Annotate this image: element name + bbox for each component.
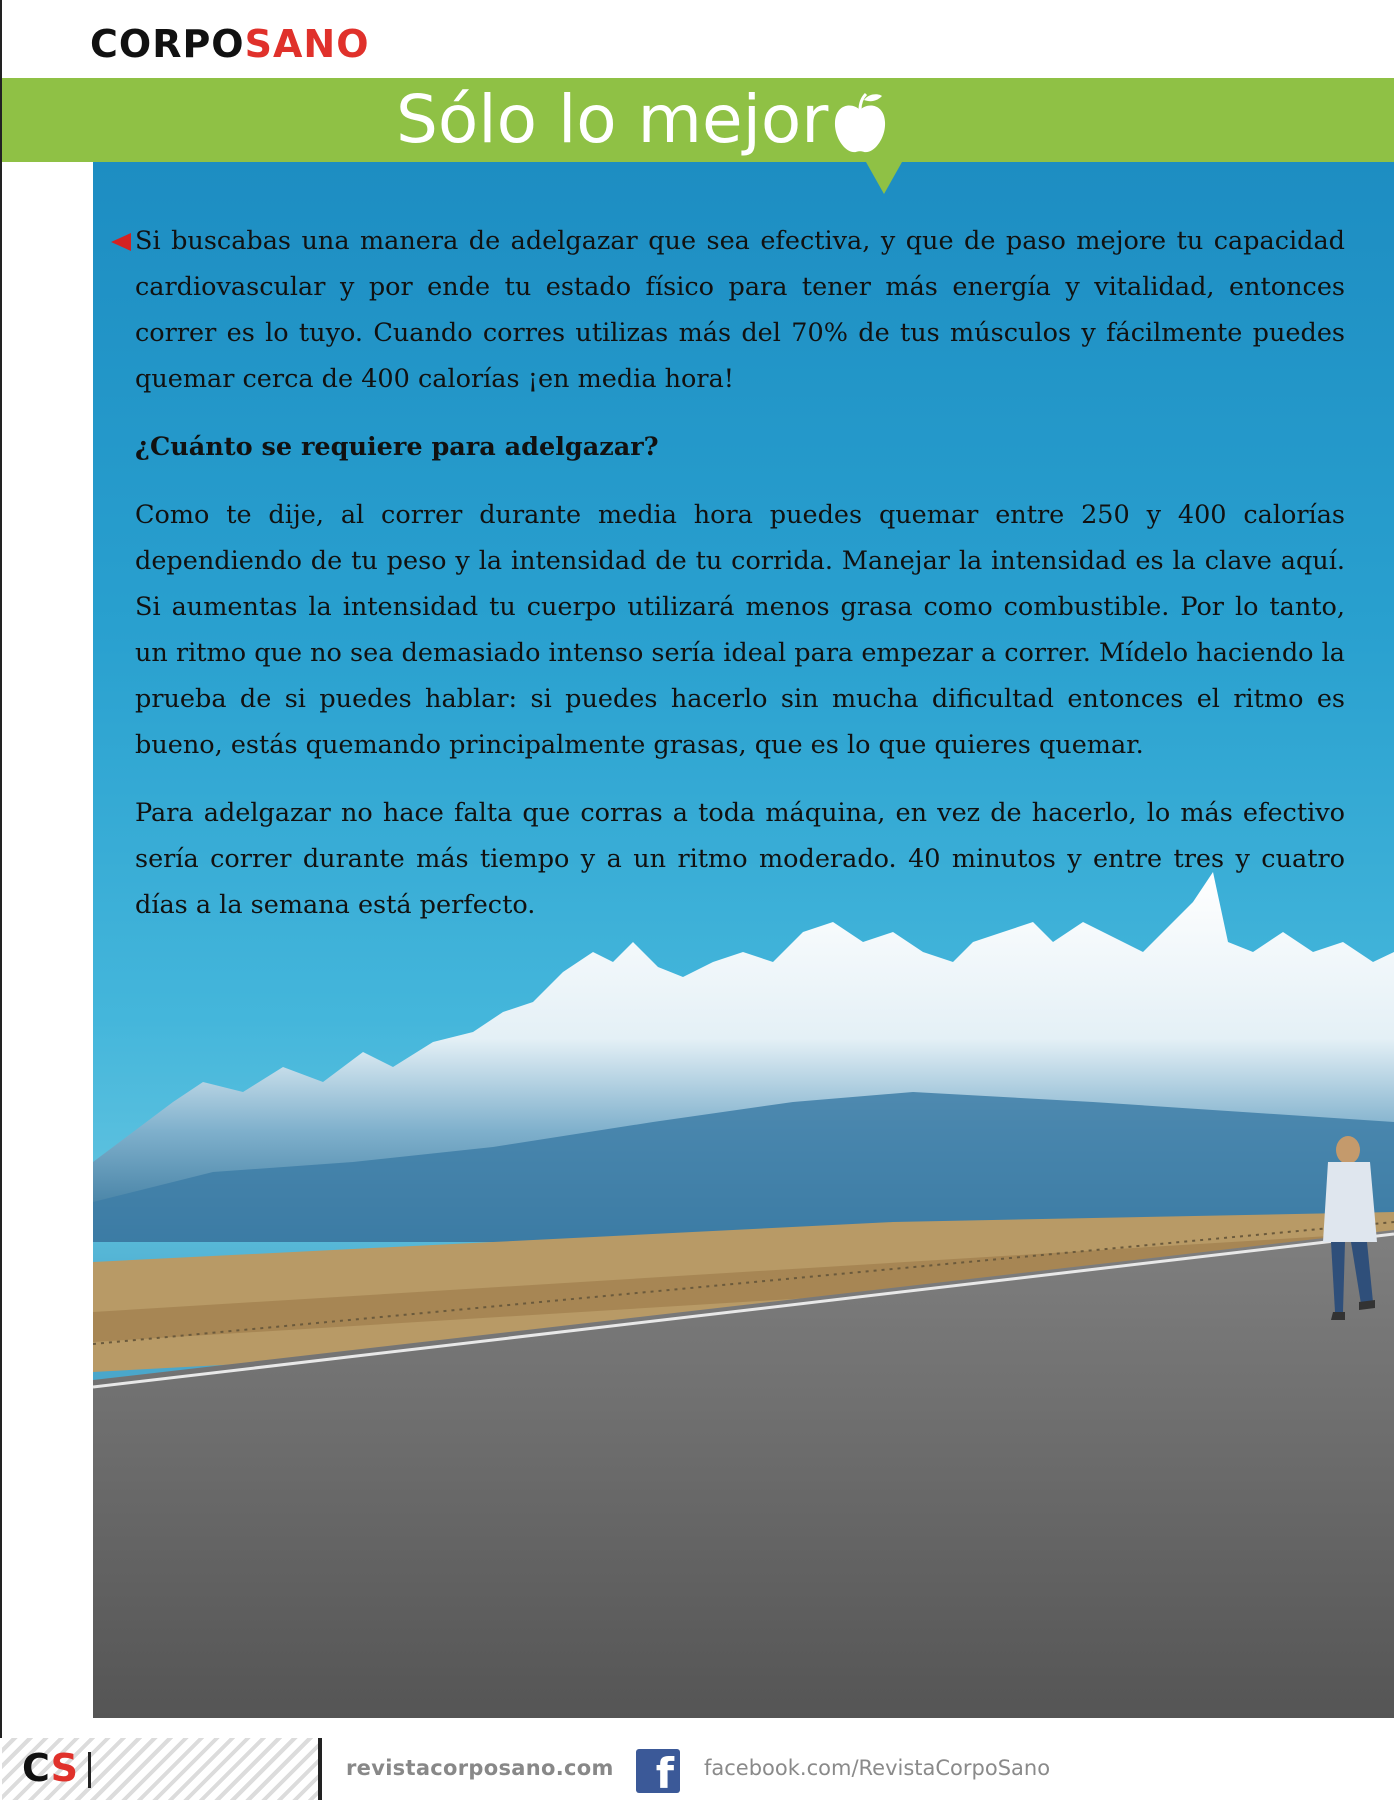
article-paragraph-3: Para adelgazar no hace falta que corras a toda máquina, en vez de hacerlo, lo más efectivo sería correr durante más tiempo y a un ritmo moderado. 40 minutos y entre tres y cuatro días a la semana está perfecto. bbox=[135, 798, 1345, 920]
facebook-link[interactable]: facebook.com/RevistaCorpoSano bbox=[704, 1756, 1051, 1780]
footer-cs-block bbox=[2, 1738, 320, 1800]
page-footer bbox=[0, 1738, 1394, 1800]
facebook-icon-letter: f bbox=[655, 1749, 674, 1798]
apple-icon bbox=[830, 90, 890, 156]
cs-logo bbox=[22, 1746, 78, 1790]
cs-logo-c: C bbox=[22, 1746, 51, 1790]
cs-logo-s: S bbox=[50, 1746, 78, 1790]
facebook-icon[interactable] bbox=[636, 1749, 680, 1798]
article-paragraph-2: Como te dije, al correr durante media hora puedes quemar entre 250 y 400 calorías dependiendo de tu peso y la intensidad de tu corrida. Manejar la intensidad es la clave aquí. Si aumentas la intensidad tu cuerpo utilizará menos grasa como combustible. Por lo tanto, un ritmo que no sea demasiado intenso sería ideal para empezar a correr. Mídelo haciendo la prueba de si puedes hablar: si puedes hacerlo sin mucha dificultad entonces el ritmo es bueno, estás quemando principalmente grasas, que es lo que quieres quemar. bbox=[135, 500, 1345, 760]
logo-sano: SANO bbox=[244, 22, 370, 66]
footer-separator bbox=[318, 1738, 322, 1800]
intro-text: Si buscabas una manera de adelgazar que sea efectiva, y que de paso mejore tu capacidad cardiovascular y por ende tu estado físico para tener más energía y vitalidad, entonces correr es lo tuyo. Cuando corres utilizas más del 70% de tus músculos y fácilmente puedes quemar cerca de 400 calorías ¡en media hora! bbox=[135, 226, 1345, 394]
intro-paragraph bbox=[135, 218, 1345, 402]
article-subheading: ¿Cuánto se requiere para adelgazar? bbox=[135, 432, 659, 462]
red-arrow-bullet bbox=[111, 233, 131, 251]
article-panel bbox=[93, 162, 1394, 1718]
section-title: Sólo lo mejor bbox=[396, 81, 829, 158]
website-link[interactable]: revistacorposano.com bbox=[346, 1756, 614, 1780]
article-body bbox=[135, 218, 1345, 950]
cs-logo-bar bbox=[88, 1752, 91, 1788]
magazine-logo bbox=[90, 20, 370, 68]
banner-pointer bbox=[866, 162, 902, 194]
logo-corpo: CORPO bbox=[90, 22, 245, 66]
page-left-rule bbox=[0, 0, 2, 1800]
